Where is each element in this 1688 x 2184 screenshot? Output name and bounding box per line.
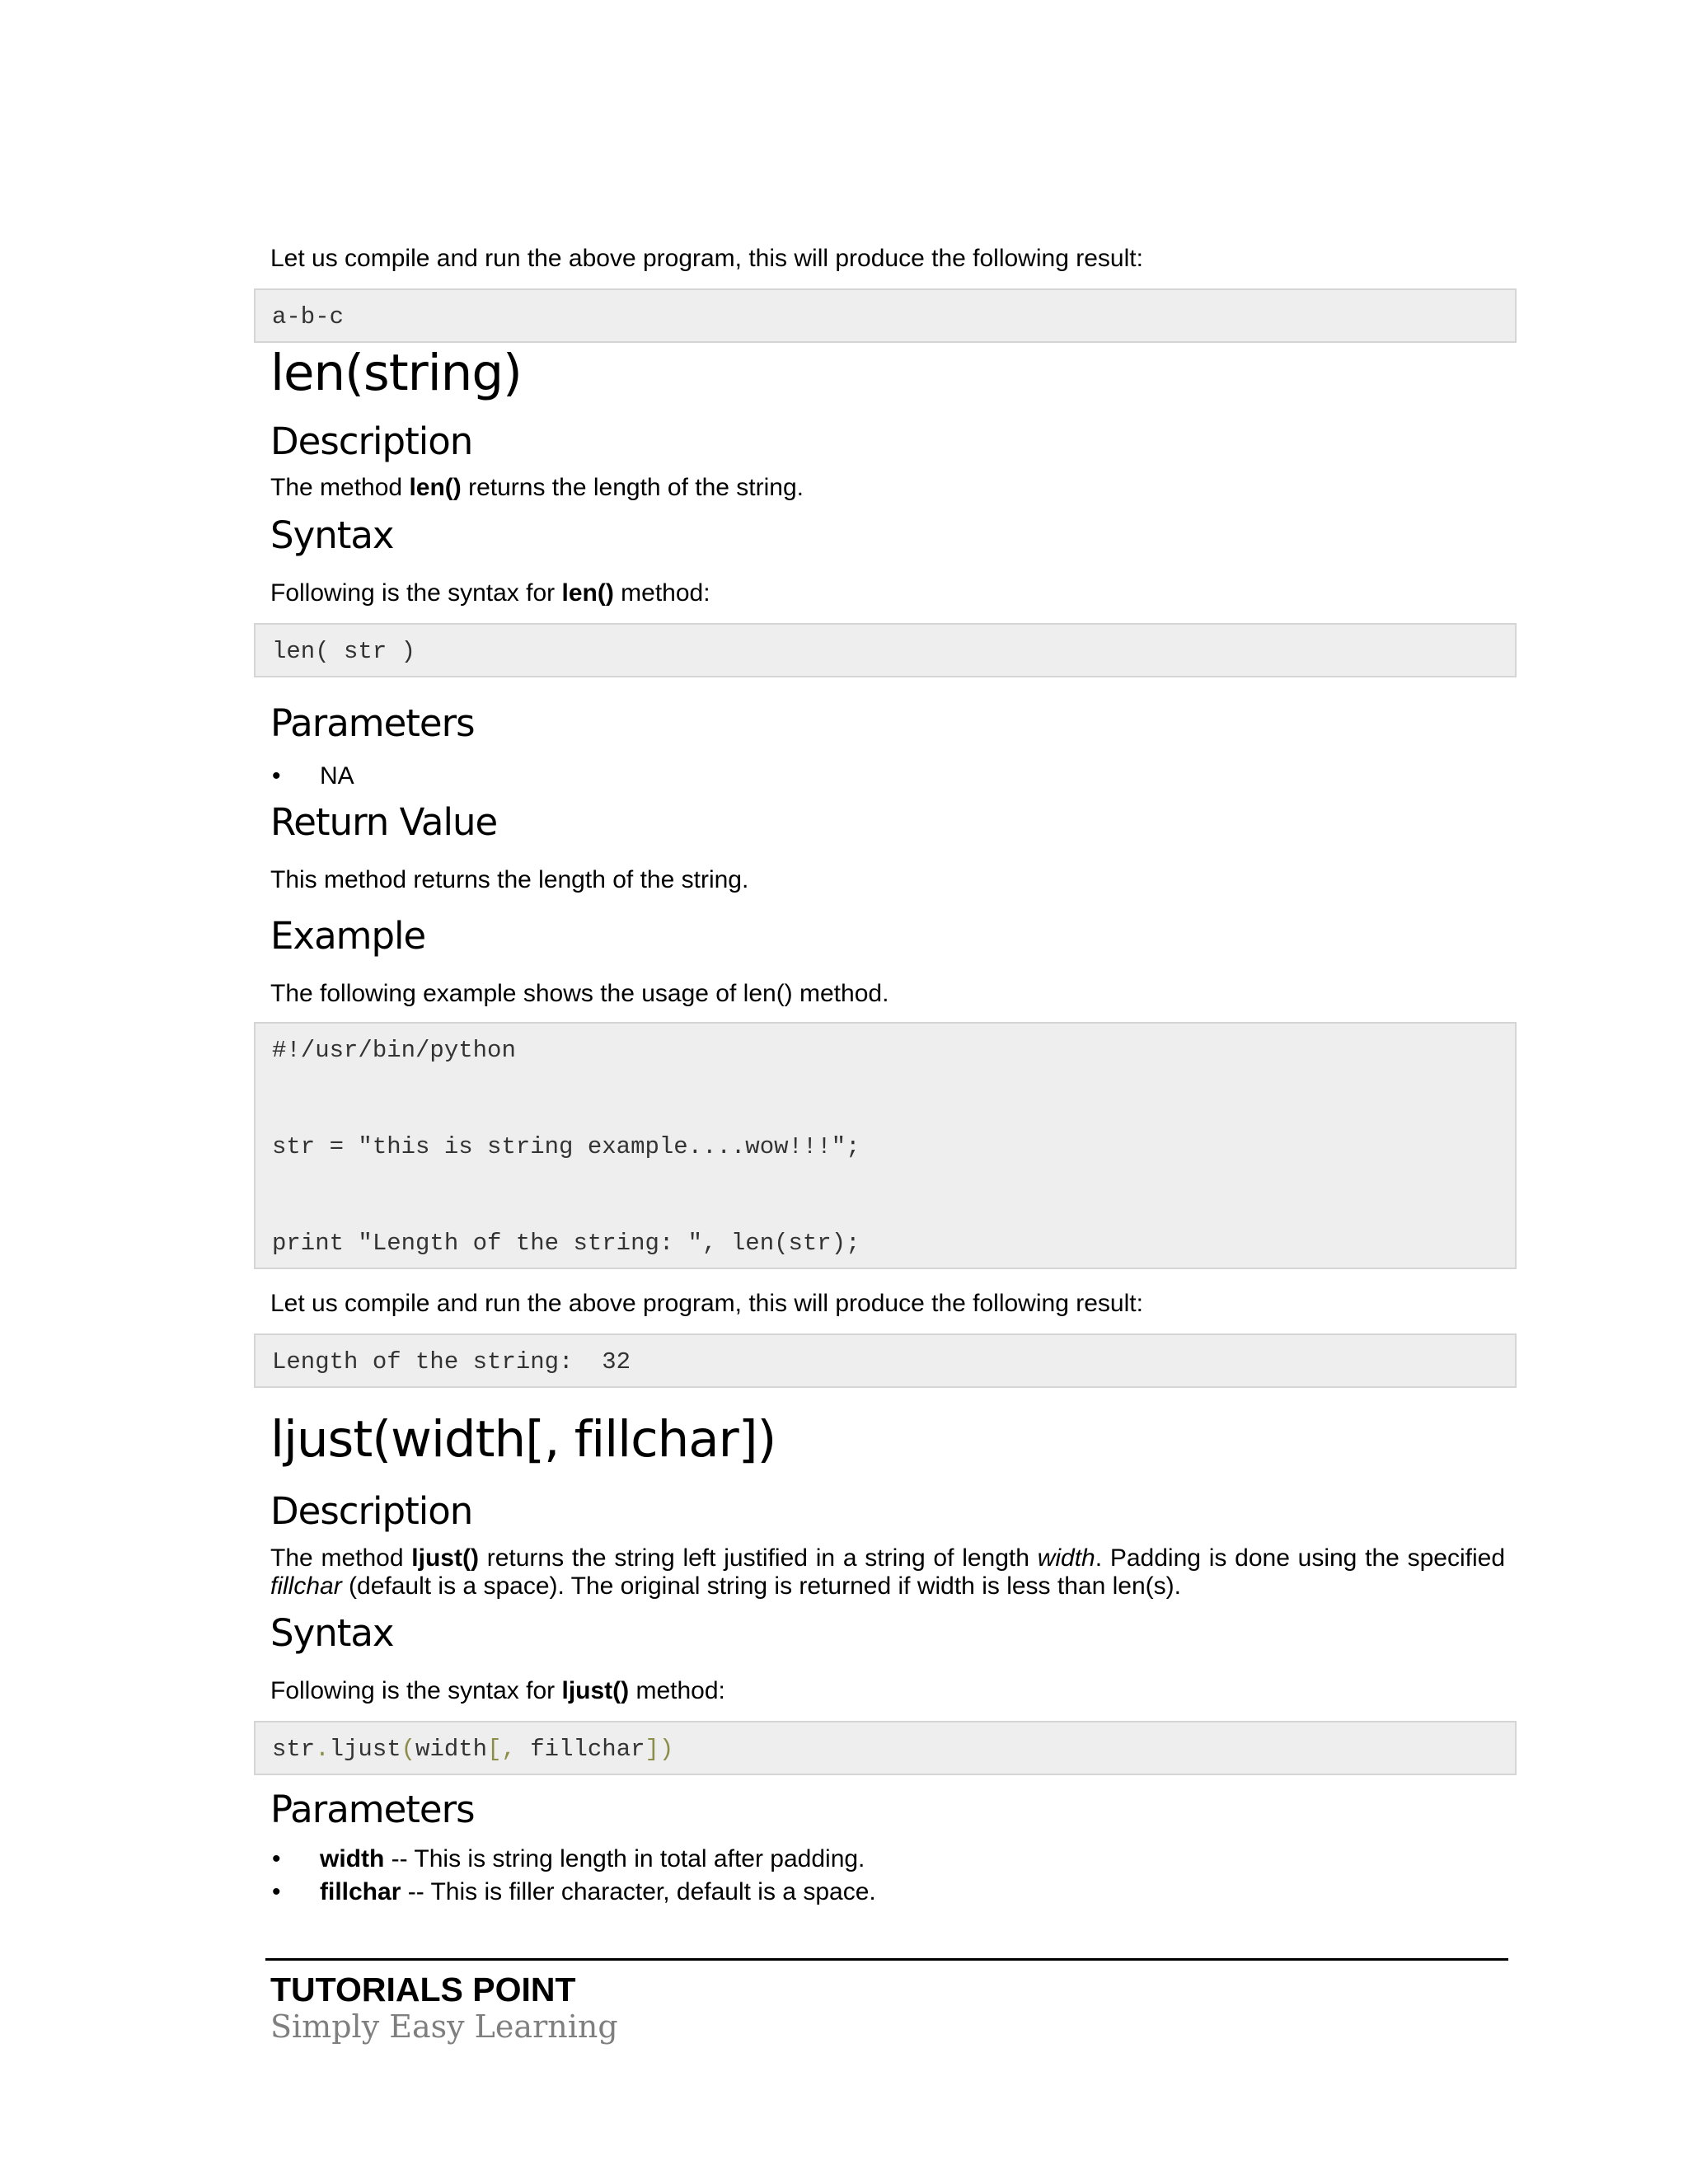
footer-brand: TUTORIALS POINT <box>270 1971 576 2008</box>
ljust-syntax-intro: Following is the syntax for ljust() method: <box>270 1677 725 1704</box>
bullet-icon: • <box>272 762 281 790</box>
len-description-text: The method len() returns the length of the string. <box>270 474 804 501</box>
footer-tagline: Simply Easy Learning <box>270 2008 618 2045</box>
len-syntax-heading: Syntax <box>270 513 394 557</box>
len-result-output: Length of the string: 32 <box>272 1348 631 1376</box>
bullet-icon: • <box>272 1878 281 1905</box>
len-parameters-heading: Parameters <box>270 701 475 745</box>
len-example-code-box <box>254 1022 1517 1269</box>
footer-divider <box>265 1958 1508 1961</box>
ljust-description-text: The method ljust() returns the string left justified in a string of length width. Padding is done using the specified fillchar (default is a space). The original string is returned if width is less than len(s). <box>270 1544 1506 1600</box>
len-title: len(string) <box>270 344 522 402</box>
bullet-icon: • <box>272 1845 281 1872</box>
code-line: print "Length of the string: ", len(str); <box>272 1230 860 1257</box>
len-parameter-item: NA <box>320 762 354 790</box>
len-description-heading: Description <box>270 419 473 463</box>
result-output-line: a-b-c <box>272 303 345 330</box>
len-syntax-code: len( str ) <box>272 638 416 665</box>
ljust-parameters-heading: Parameters <box>270 1788 475 1831</box>
len-syntax-code-box <box>254 623 1517 677</box>
ljust-description-heading: Description <box>270 1489 473 1533</box>
len-syntax-intro: Following is the syntax for len() method: <box>270 579 710 607</box>
len-result-output-box <box>254 1333 1517 1388</box>
code-line: #!/usr/bin/python <box>272 1037 516 1064</box>
code-line: str = "this is string example....wow!!!"; <box>272 1133 860 1160</box>
ljust-parameter-item: width -- This is string length in total after padding. <box>320 1845 865 1872</box>
len-example-heading: Example <box>270 914 426 958</box>
len-example-intro: The following example shows the usage of len() method. <box>270 980 889 1007</box>
ljust-method-name: ljust() <box>411 1544 479 1572</box>
len-return-text: This method returns the length of the string. <box>270 866 749 893</box>
ljust-syntax-heading: Syntax <box>270 1611 394 1655</box>
ljust-parameter-item: fillchar -- This is filler character, default is a space. <box>320 1878 876 1905</box>
ljust-syntax-code: str.ljust(width[, fillchar]) <box>272 1736 674 1763</box>
len-result-intro: Let us compile and run the above program, this will produce the following result: <box>270 1290 1143 1317</box>
ljust-syntax-code-box <box>254 1721 1517 1775</box>
len-return-heading: Return Value <box>270 800 498 844</box>
result-output-box <box>254 288 1517 343</box>
result-intro-text: Let us compile and run the above program, this will produce the following result: <box>270 245 1143 272</box>
len-method-name: len() <box>409 474 462 501</box>
ljust-title: ljust(width[, fillchar]) <box>270 1410 776 1469</box>
